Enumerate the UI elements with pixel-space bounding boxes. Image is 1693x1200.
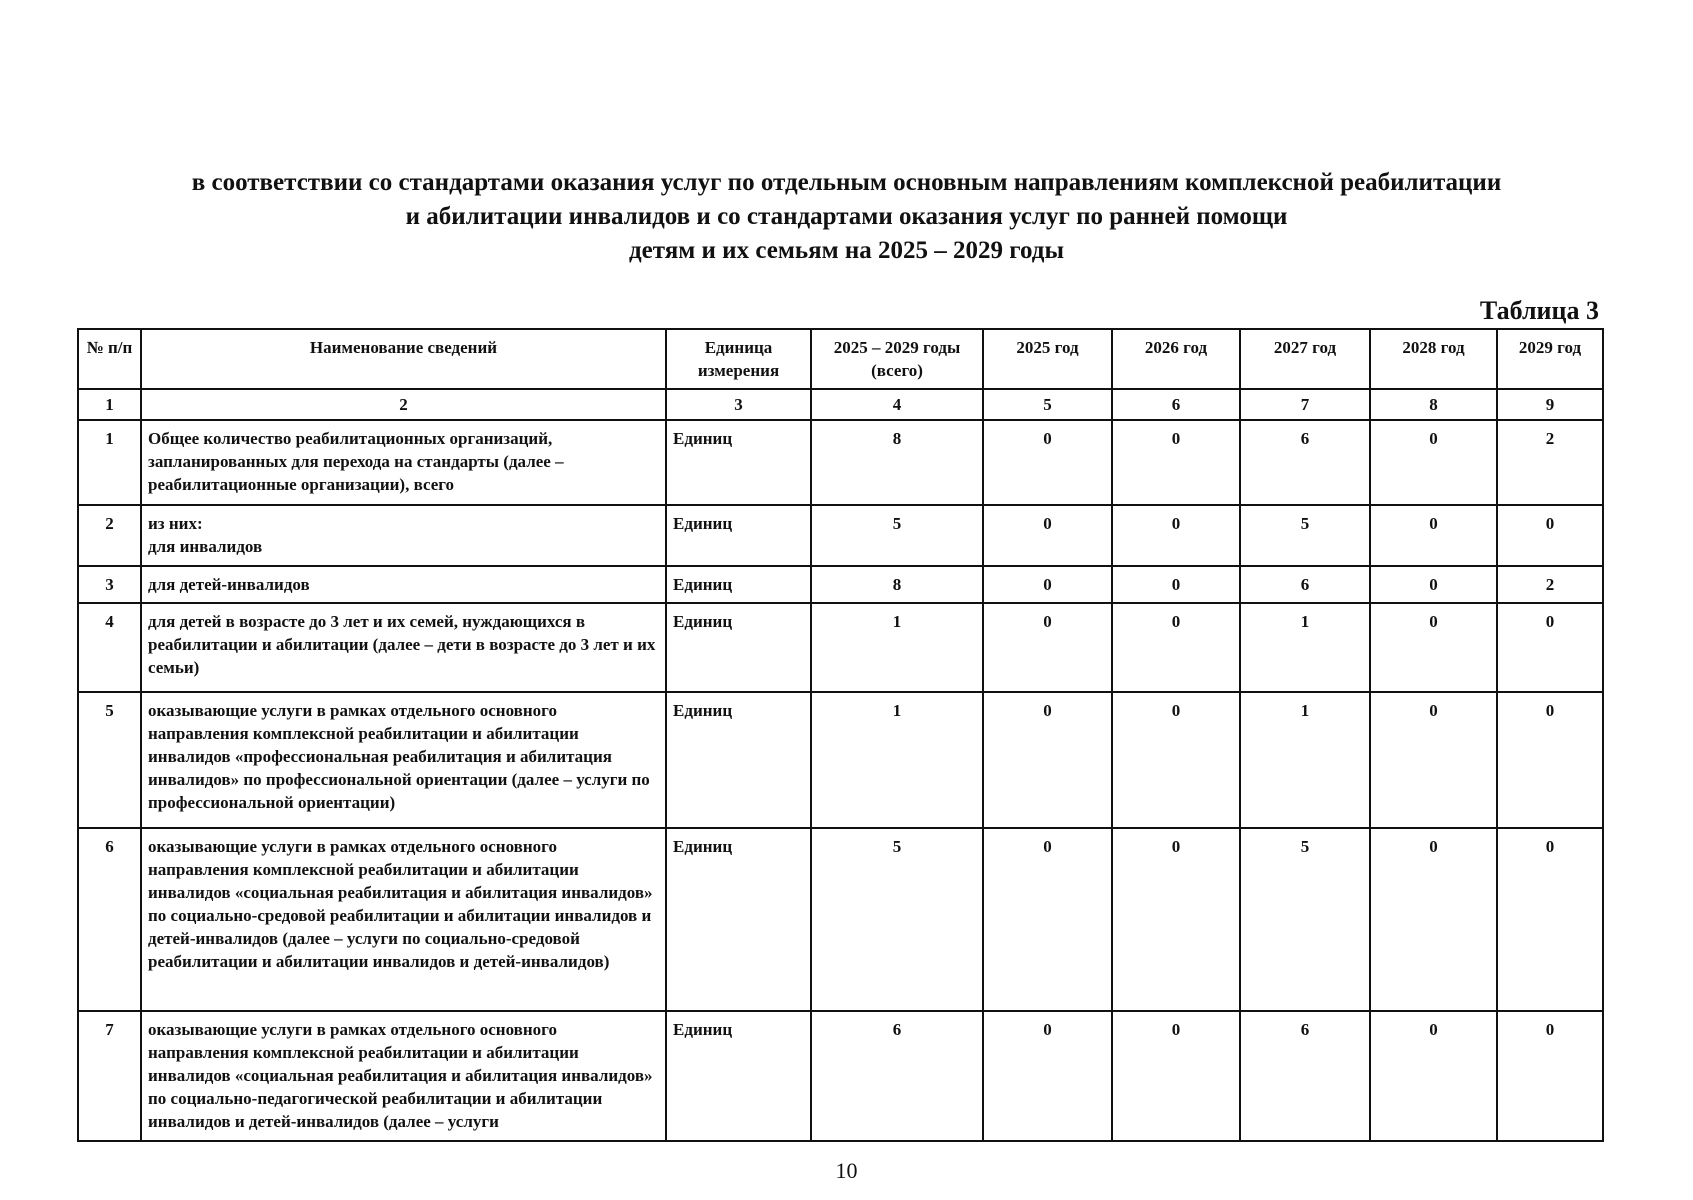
value-2025: 0 [983,603,1112,692]
column-header-unit: Единица измерения [666,329,811,389]
column-index: 5 [983,389,1112,420]
value-2029: 0 [1497,505,1603,566]
row-name: оказывающие услуги в рамках отдельного основного направления комплексной реабилитации и абилитации инвалидов «социальная реабилитация и абилитация инвалидов» по социально-средовой реабилитации и абилитации инвалидов и детей-инвалидов (далее – услуги по социально-средовой реабилитации и абилитации инвалидов и детей-инвалидов) [141,828,666,1011]
column-index: 4 [811,389,983,420]
row-name: оказывающие услуги в рамках отдельного основного направления комплексной реабилитации и абилитации инвалидов «профессиональная реабилитация и абилитация инвалидов» по профессиональной ориентации (далее – услуги по профессиональной ориентации) [141,692,666,828]
column-header-total: 2025 – 2029 годы (всего) [811,329,983,389]
column-index: 8 [1370,389,1497,420]
column-index: 6 [1112,389,1240,420]
column-index: 2 [141,389,666,420]
value-total: 1 [811,692,983,828]
value-2028: 0 [1370,1011,1497,1141]
column-header-num: № п/п [78,329,141,389]
value-2028: 0 [1370,692,1497,828]
value-2026: 0 [1112,420,1240,505]
page-number: 10 [835,1158,858,1183]
value-total: 6 [811,1011,983,1141]
table-row [78,603,1603,692]
table-row [78,1011,1603,1141]
value-2026: 0 [1112,692,1240,828]
row-unit: Единиц [666,692,811,828]
value-2029: 0 [1497,692,1603,828]
column-index: 9 [1497,389,1603,420]
value-2028: 0 [1370,505,1497,566]
title-line-1: в соответствии со стандартами оказания услуг по отдельным основным направлениям комплексной реабилитации [191,169,1502,196]
value-2027: 6 [1240,420,1370,505]
value-2028: 0 [1370,566,1497,603]
value-2025: 0 [983,828,1112,1011]
column-index-row [78,389,1603,420]
value-2029: 0 [1497,603,1603,692]
row-number: 4 [78,603,141,692]
column-index: 7 [1240,389,1370,420]
value-2027: 6 [1240,566,1370,603]
value-2025: 0 [983,505,1112,566]
row-number: 1 [78,420,141,505]
value-2027: 1 [1240,692,1370,828]
row-name: для детей-инвалидов [141,566,666,603]
value-2027: 6 [1240,1011,1370,1141]
column-header-2025: 2025 год [983,329,1112,389]
value-2026: 0 [1112,828,1240,1011]
value-2028: 0 [1370,828,1497,1011]
value-2028: 0 [1370,603,1497,692]
value-2026: 0 [1112,1011,1240,1141]
column-header-2029: 2029 год [1497,329,1603,389]
row-number: 3 [78,566,141,603]
value-2029: 2 [1497,420,1603,505]
row-unit: Единиц [666,828,811,1011]
value-2025: 0 [983,420,1112,505]
row-unit: Единиц [666,1011,811,1141]
value-2026: 0 [1112,505,1240,566]
value-2027: 1 [1240,603,1370,692]
value-2026: 0 [1112,566,1240,603]
column-header-2028: 2028 год [1370,329,1497,389]
value-2025: 0 [983,1011,1112,1141]
value-2027: 5 [1240,505,1370,566]
table-row [78,566,1603,603]
table-row [78,692,1603,828]
row-unit: Единиц [666,603,811,692]
header-row [78,329,1603,389]
document-title [0,166,1693,268]
row-name: Общее количество реабилитационных организаций, запланированных для перехода на стандарты (далее – реабилитационные организации), всего [141,420,666,505]
table-row [78,505,1603,566]
value-2028: 0 [1370,420,1497,505]
title-line-3: детям и их семьям на 2025 – 2029 годы [629,237,1064,264]
value-2029: 0 [1497,1011,1603,1141]
data-table [77,328,1604,1142]
row-name: из них: для инвалидов [141,505,666,566]
value-total: 8 [811,566,983,603]
row-number: 7 [78,1011,141,1141]
table-row [78,828,1603,1011]
column-index: 3 [666,389,811,420]
column-index: 1 [78,389,141,420]
column-header-2026: 2026 год [1112,329,1240,389]
row-unit: Единиц [666,505,811,566]
value-2027: 5 [1240,828,1370,1011]
row-unit: Единиц [666,566,811,603]
table-caption: Таблица 3 [1479,296,1599,325]
value-2025: 0 [983,692,1112,828]
row-number: 6 [78,828,141,1011]
value-2029: 2 [1497,566,1603,603]
value-2025: 0 [983,566,1112,603]
row-unit: Единиц [666,420,811,505]
value-2026: 0 [1112,603,1240,692]
title-line-2: и абилитации инвалидов и со стандартами оказания услуг по ранней помощи [405,203,1288,230]
column-header-name: Наименование сведений [141,329,666,389]
value-2029: 0 [1497,828,1603,1011]
row-name: для детей в возрасте до 3 лет и их семей, нуждающихся в реабилитации и абилитации (далее – дети в возрасте до 3 лет и их семьи) [141,603,666,692]
row-number: 2 [78,505,141,566]
table-row [78,420,1603,505]
row-number: 5 [78,692,141,828]
value-total: 8 [811,420,983,505]
column-header-2027: 2027 год [1240,329,1370,389]
row-name: оказывающие услуги в рамках отдельного основного направления комплексной реабилитации и абилитации инвалидов «социальная реабилитация и абилитация инвалидов» по социально-педагогической реабилитации и абилитации инвалидов и детей-инвалидов (далее – услуги [141,1011,666,1141]
value-total: 5 [811,505,983,566]
value-total: 5 [811,828,983,1011]
value-total: 1 [811,603,983,692]
